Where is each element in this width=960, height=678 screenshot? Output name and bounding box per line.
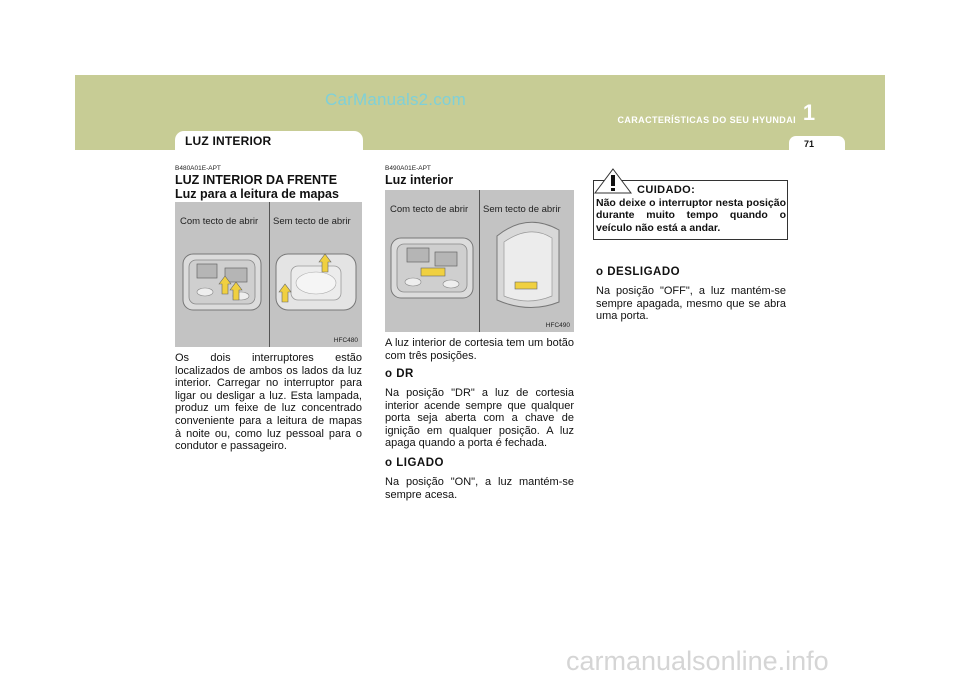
section-heading-2: Luz interior — [385, 173, 454, 187]
figure-code: HFC480 — [333, 337, 358, 344]
interior-light-illustration — [385, 190, 574, 332]
heading-line-1: LUZ INTERIOR DA FRENTE — [175, 173, 338, 187]
caution-text: Não deixe o interruptor nesta posição durante muito tempo quando o veículo não está a andar. — [596, 197, 786, 234]
page-number: 71 — [803, 139, 814, 149]
section-code: B480A01E-APT — [175, 165, 221, 172]
off-position-description: Na posição "OFF", a luz mantém-se sempre apagada, mesmo que se abra uma porta. — [596, 285, 786, 323]
on-position-title: o LIGADO — [385, 457, 444, 469]
footer-watermark[interactable]: carmanualsonline.info — [566, 646, 829, 676]
section-heading — [175, 173, 375, 201]
dr-position-title: o DR — [385, 368, 414, 380]
interior-light-intro: A luz interior de cortesia tem um botão com três posições. — [385, 337, 574, 362]
warning-icon — [594, 168, 632, 194]
header-watermark[interactable]: CarManuals2.com — [325, 90, 466, 109]
dr-position-description: Na posição "DR" a luz de cortesia interior acende sempre que qualquer porta seja aberta com a chave de ignição em qualquer posição. A luz apaga quando a porta é fechada. — [385, 387, 574, 450]
caution-title: CUIDADO: — [637, 184, 696, 196]
section-title: LUZ INTERIOR — [185, 134, 272, 148]
overhead-console-illustration — [175, 202, 362, 347]
figure-code: HFC490 — [545, 322, 570, 329]
section-code-2: B490A01E-APT — [385, 165, 431, 172]
figure-map-lamps — [175, 202, 362, 347]
heading-line-2: Luz para a leitura de mapas — [175, 187, 339, 201]
figure-label-with-sunroof: Com tecto de abrir — [390, 204, 469, 215]
on-position-description: Na posição "ON", a luz mantém-se sempre acesa. — [385, 476, 574, 501]
figure-interior-light — [385, 190, 574, 332]
chapter-number: 1 — [802, 100, 816, 125]
figure-label-with-sunroof: Com tecto de abrir — [180, 216, 259, 227]
figure-label-without-sunroof: Sem tecto de abrir — [273, 216, 351, 227]
off-position-title: o DESLIGADO — [596, 266, 681, 278]
map-lamp-description: Os dois interruptores estão localizados de ambos os lados da luz interior. Carregar no interruptor para ligar ou desligar a luz. Esta lampada, produz um feixe de luz concentrado conveniente para a leitura de mapas à noite ou, como luz pessoal para o condutor e passageiro. — [175, 352, 362, 453]
chapter-title: CARACTERÍSTICAS DO SEU HYUNDAI — [617, 115, 796, 125]
figure-label-without-sunroof: Sem tecto de abrir — [483, 204, 561, 215]
